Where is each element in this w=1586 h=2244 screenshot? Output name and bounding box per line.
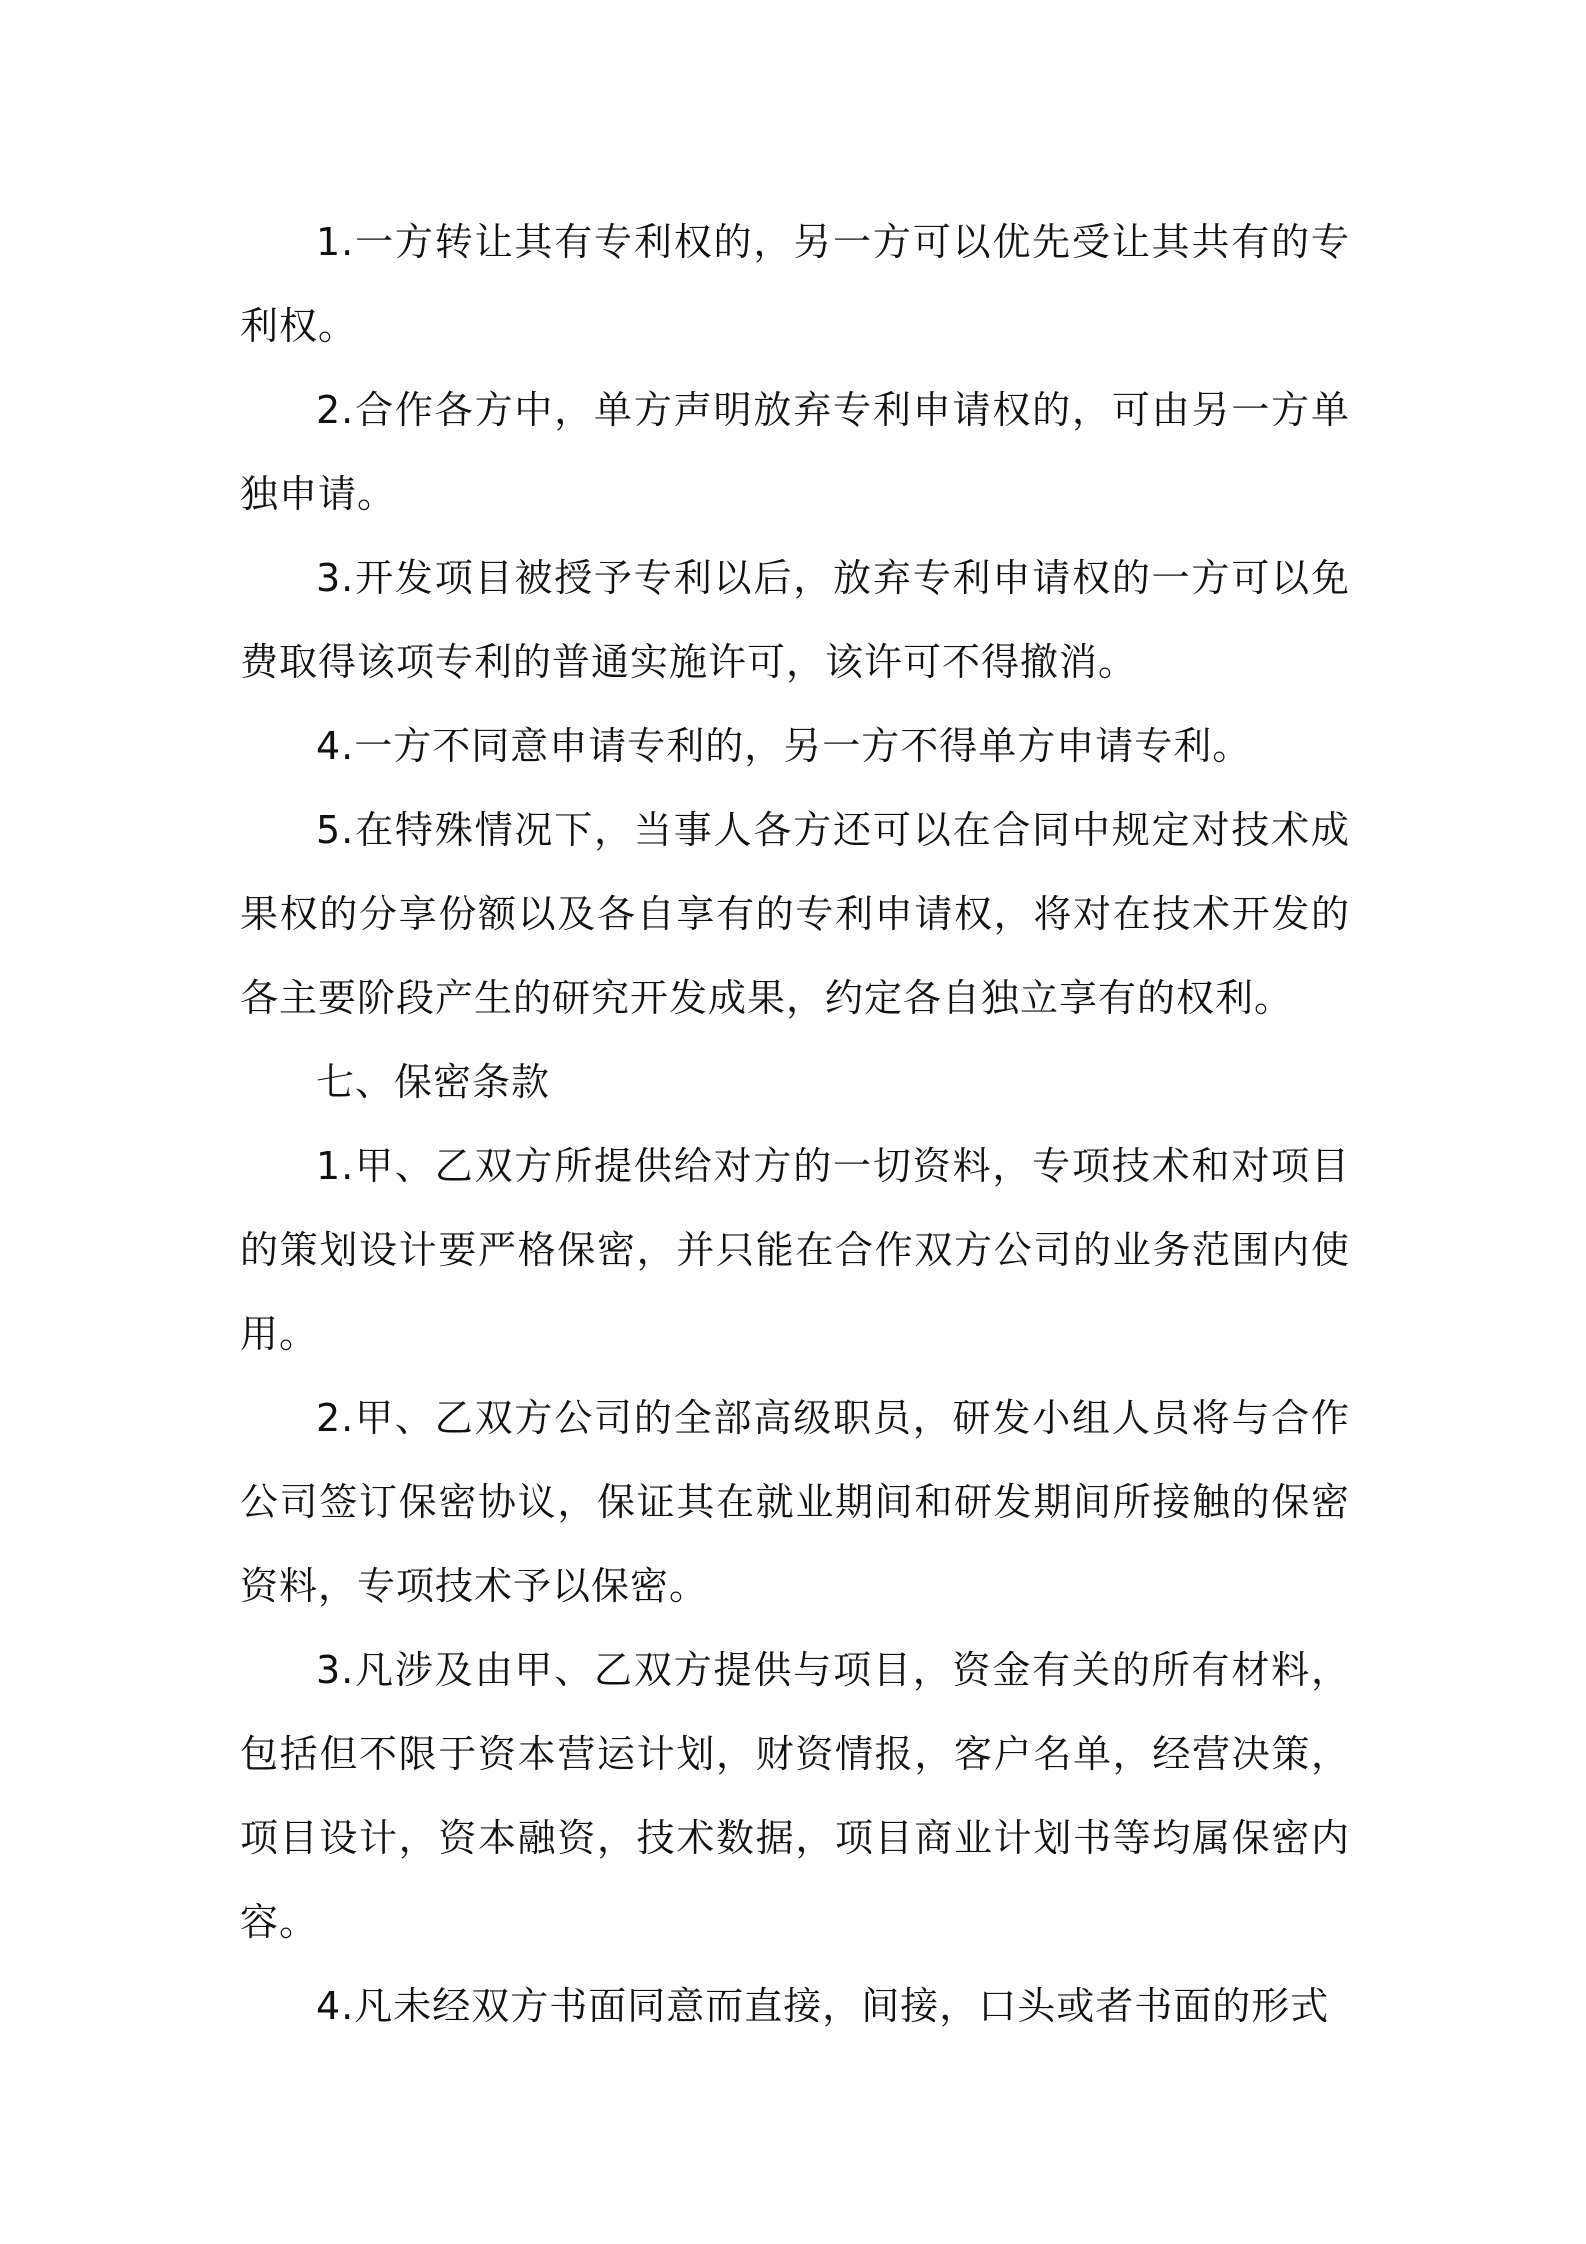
document-body: [240, 200, 1350, 2048]
patent-clause-1: 1.一方转让其有专利权的，另一方可以优先受让其共有的专利权。: [240, 220, 1350, 348]
confidentiality-clause-3: 3.凡涉及由甲、乙双方提供与项目，资金有关的所有材料，包括但不限于资本营运计划，财资情报，客户名单，经营决策，项目设计，资本融资，技术数据，项目商业计划书等均属保密内容。: [240, 1648, 1350, 1944]
confidentiality-clause-2: 2.甲、乙双方公司的全部高级职员，研发小组人员将与合作公司签订保密协议，保证其在就业期间和研发期间所接触的保密资料，专项技术予以保密。: [240, 1396, 1350, 1608]
section-heading-confidentiality: 七、保密条款: [316, 1060, 551, 1104]
confidentiality-clause-4: 4.凡未经双方书面同意而直接，间接，口头或者书面的形式: [316, 1984, 1330, 2028]
patent-clause-4: 4.一方不同意申请专利的，另一方不得单方申请专利。: [316, 724, 1252, 768]
patent-clause-3: 3.开发项目被授予专利以后，放弃专利申请权的一方可以免费取得该项专利的普通实施许可，该许可不得撤消。: [240, 556, 1350, 684]
patent-clause-5: 5.在特殊情况下，当事人各方还可以在合同中规定对技术成果权的分享份额以及各自享有的专利申请权，将对在技术开发的各主要阶段产生的研究开发成果，约定各自独立享有的权利。: [240, 808, 1350, 1020]
patent-clause-2: 2.合作各方中，单方声明放弃专利申请权的，可由另一方单独申请。: [240, 388, 1350, 516]
confidentiality-clause-1: 1.甲、乙双方所提供给对方的一切资料，专项技术和对项目的策划设计要严格保密，并只能在合作双方公司的业务范围内使用。: [240, 1144, 1350, 1356]
